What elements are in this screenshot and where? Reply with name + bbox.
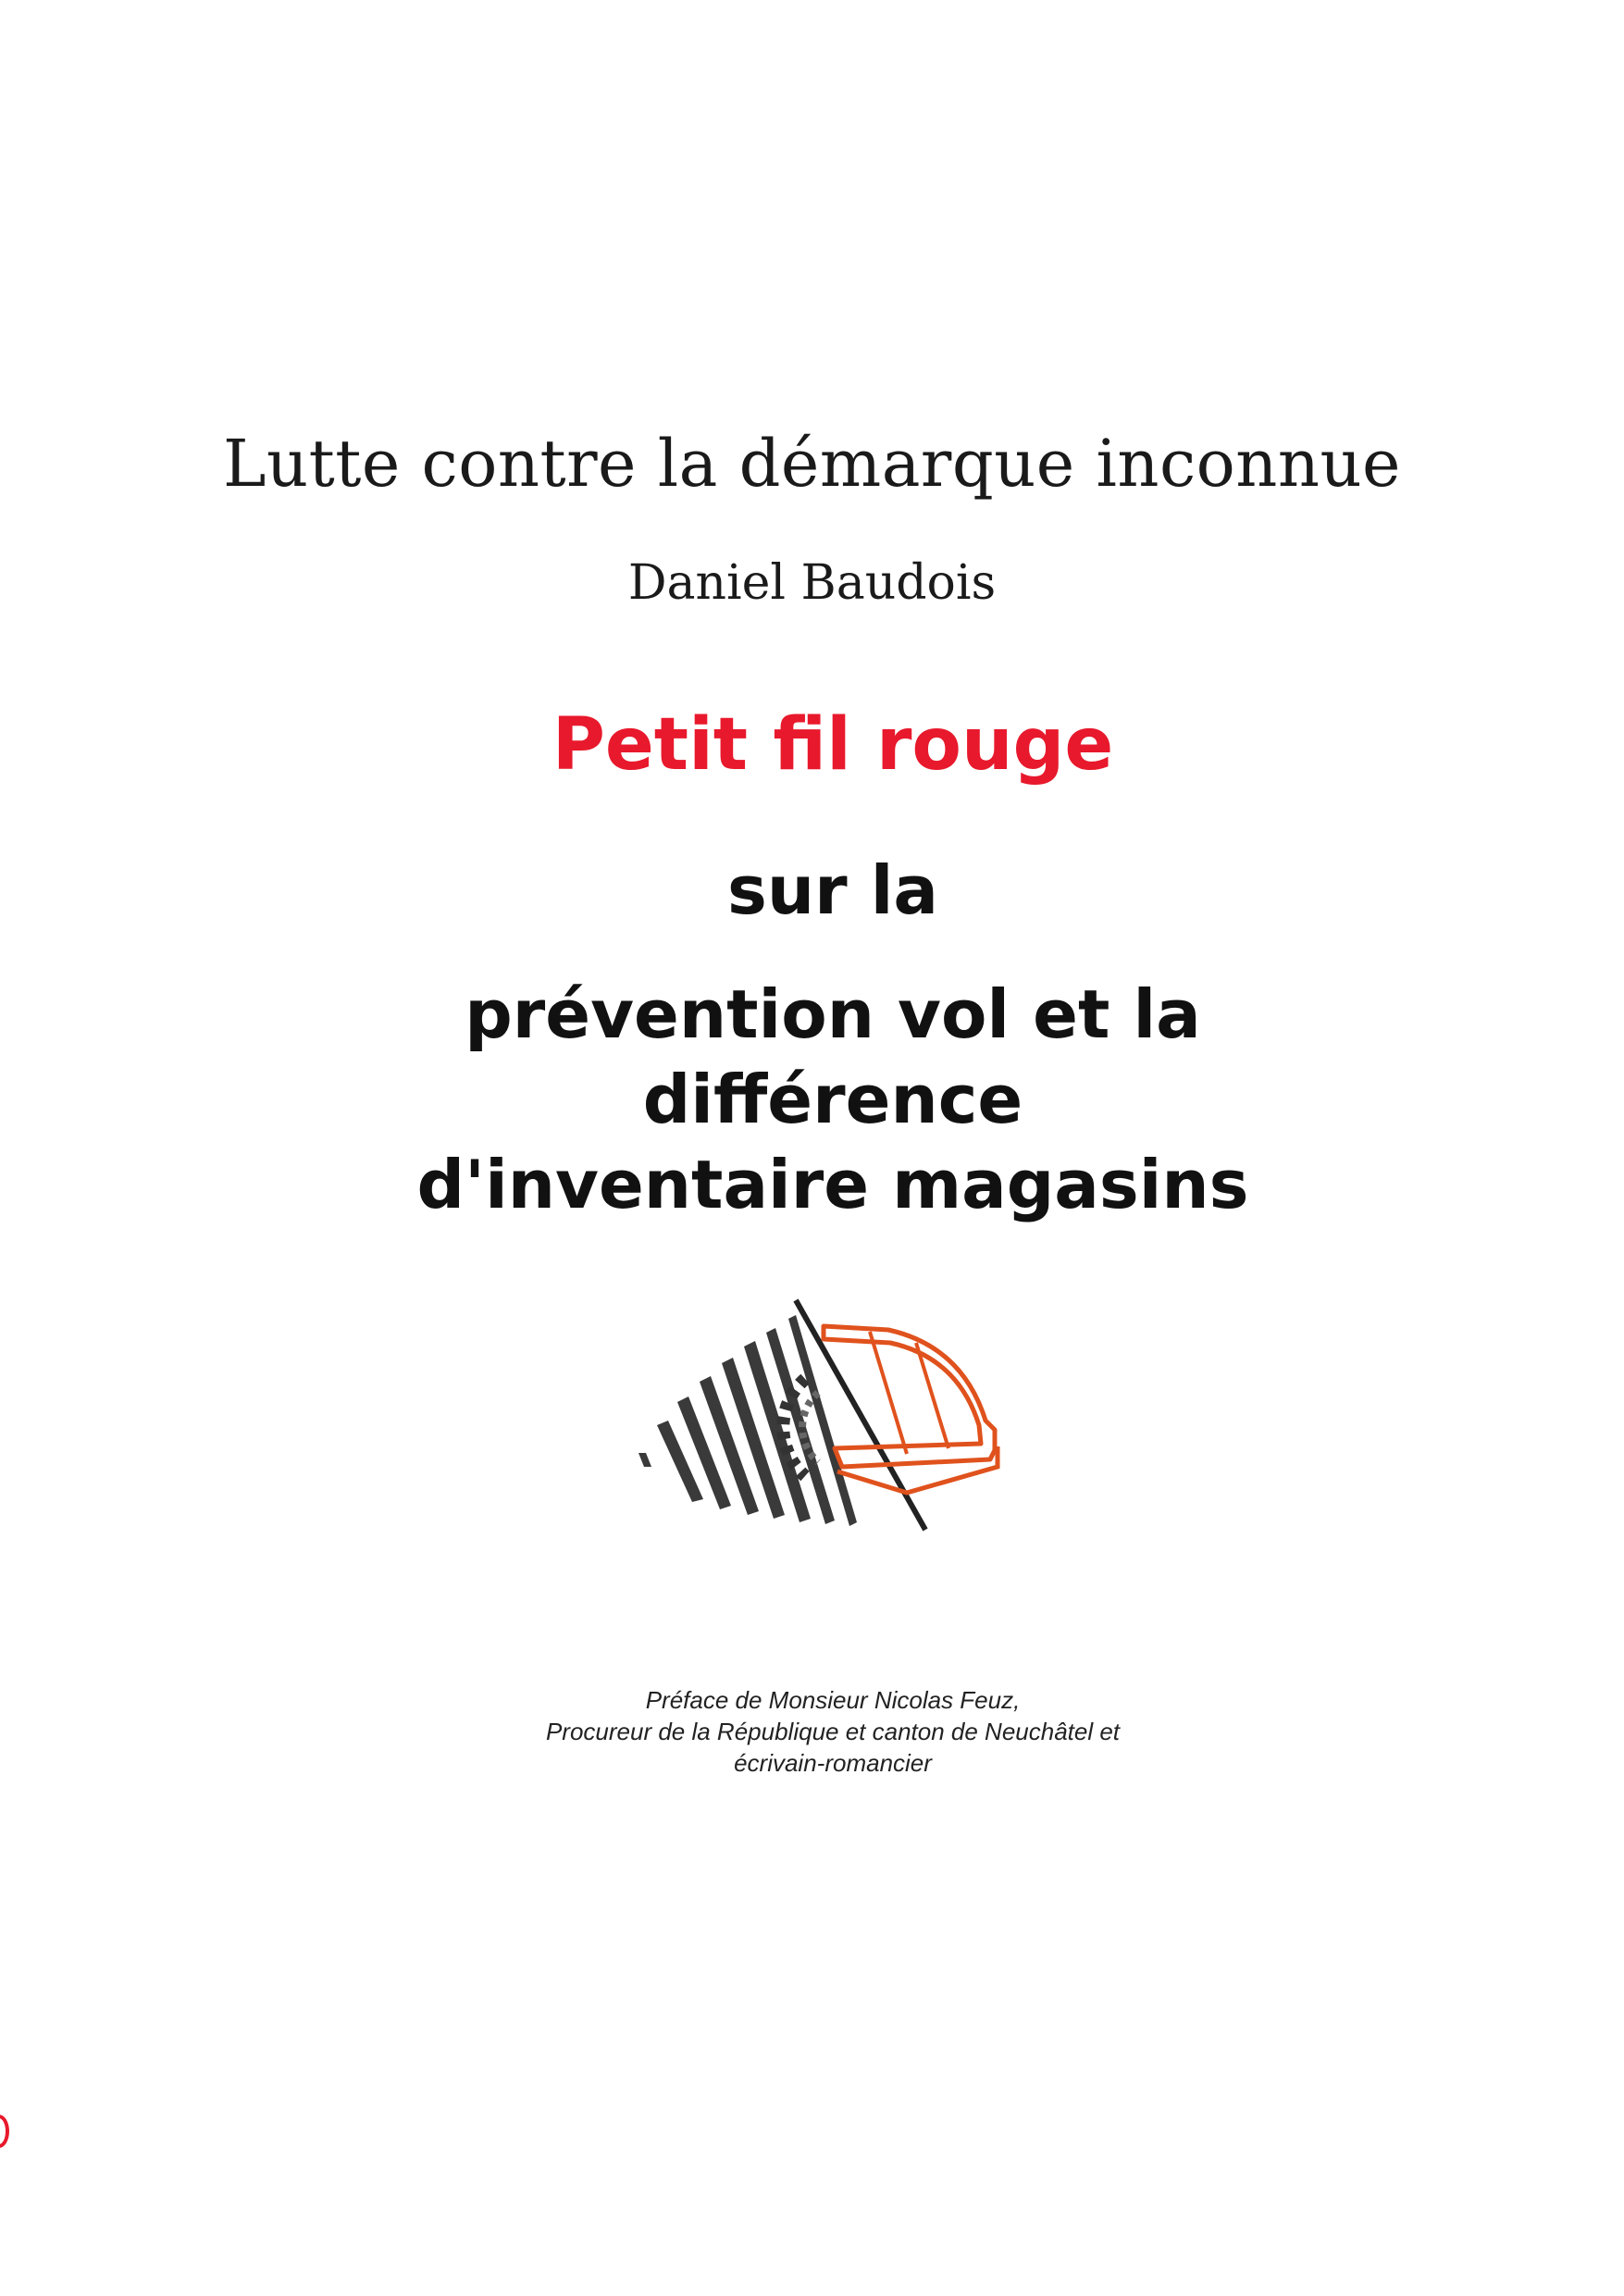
helmet-barcode-logo-icon (629, 1291, 1036, 1532)
edge-mark-icon (0, 2115, 9, 2148)
cover-subtitle-block (407, 972, 1258, 1227)
cover-subtitle-line-4: d'inventaire magasins (416, 1146, 1249, 1223)
cover-red-title: Petit fil rouge (552, 703, 1114, 787)
cover-artwork (407, 685, 1258, 1795)
preface-note (407, 1684, 1258, 1779)
preface-line-1: Préface de Monsieur Nicolas Feuz, (645, 1686, 1021, 1714)
cover-subtitle-line-2: prévention vol et la (465, 975, 1201, 1053)
book-title: Lutte contre la démarque inconnue (223, 426, 1401, 502)
cover-subtitle-line-1: sur la (727, 851, 938, 929)
cover-subtitle-line-3: différence (642, 1061, 1023, 1138)
preface-line-2: Procureur de la République et canton de Neuchâtel et (545, 1718, 1121, 1745)
preface-line-3: écrivain-romancier (734, 1749, 932, 1777)
book-author: Daniel Baudois (627, 555, 997, 611)
